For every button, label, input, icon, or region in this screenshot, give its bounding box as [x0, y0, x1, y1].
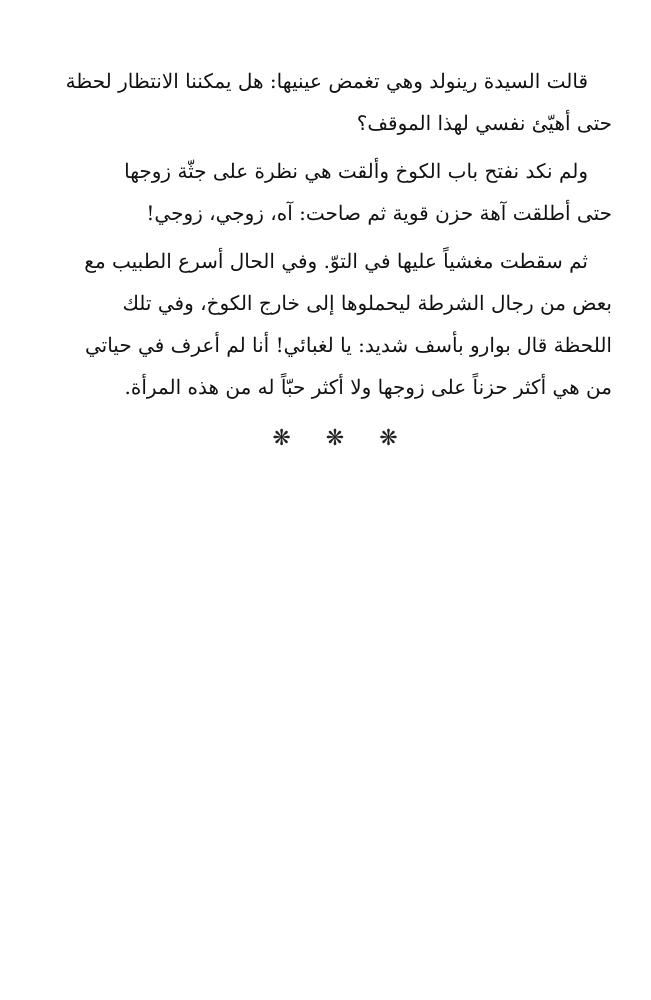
paragraph-1: [65, 60, 612, 144]
paragraph-2: [72, 150, 612, 234]
text-line: اللحظة قال بوارو بأسف شديد: يا لغبائي! أنا لم أعرف في حياتي: [84, 333, 612, 357]
section-separator: ❋ ❋ ❋: [272, 426, 412, 451]
paragraph-3: [72, 240, 612, 408]
text-line: من هي أكثر حزناً على زوجها ولا أكثر حبّاً له من هذه المرأة.: [124, 375, 612, 399]
text-line: ثم سقطت مغشياً عليها في التوّ. وفي الحال أسرع الطبيب مع: [84, 249, 588, 273]
text-line: بعض من رجال الشرطة ليحملوها إلى خارج الكوخ، وفي تلك: [122, 291, 612, 315]
text-line: ولم نكد نفتح باب الكوخ وألقت هي نظرة على جثّة زوجها: [124, 159, 588, 183]
text-line: قالت السيدة رينولد وهي تغمض عينيها: هل يمكننا الانتظار لحظة: [65, 69, 588, 93]
text-line: حتى أهيّئ نفسي لهذا الموقف؟: [356, 111, 612, 135]
book-page: [65, 60, 612, 460]
text-line: حتى أطلقت آهة حزن قوية ثم صاحت: آه، زوجي، زوجي!: [146, 201, 612, 225]
